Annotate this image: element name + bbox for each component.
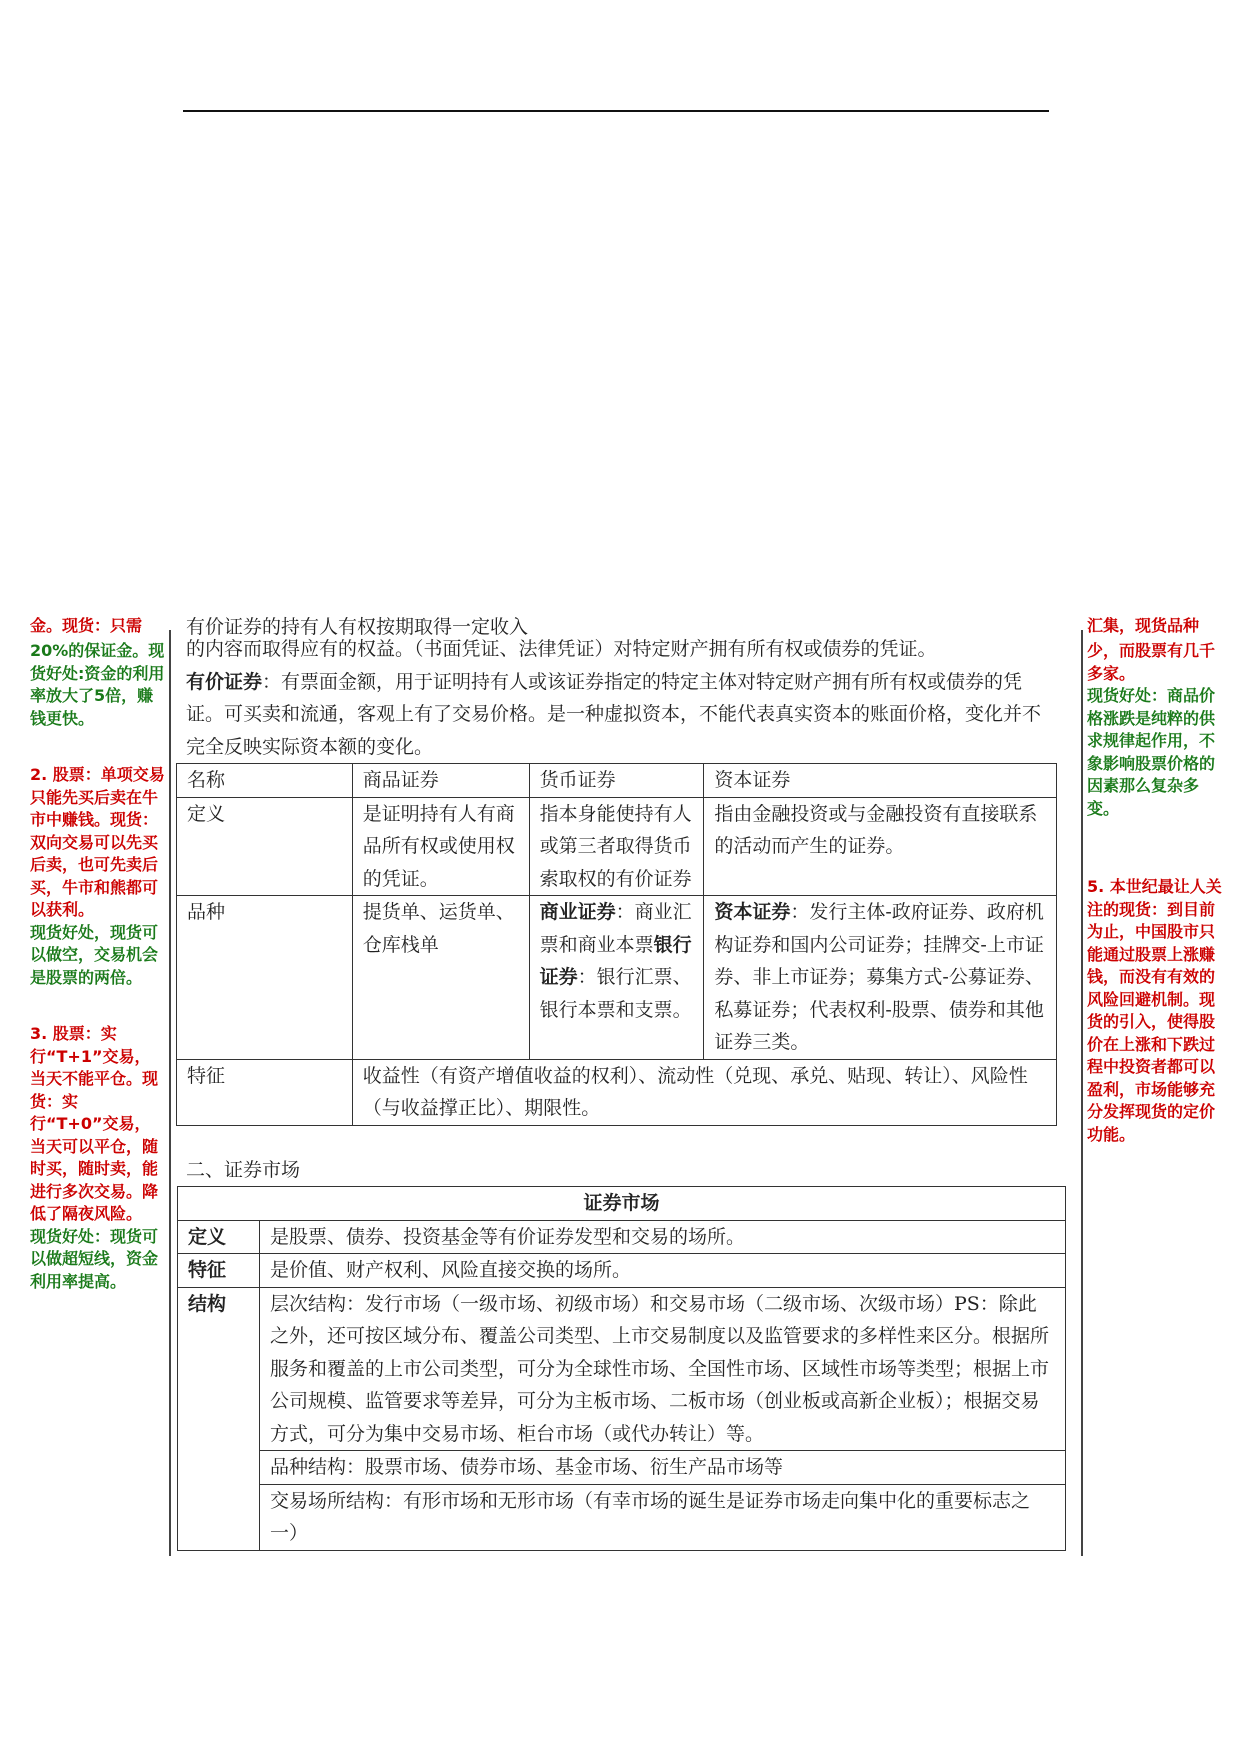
table-row-definition [178, 1220, 1066, 1254]
body-clipped-line: 有价证券的持有人有权按期取得一定收入 [186, 616, 529, 638]
table-cell: 指本身能使持有人或第三者取得货币索取权的有价证券 [529, 797, 704, 896]
header-cell: 资本证券 [704, 764, 1057, 798]
left-margin-line [169, 630, 171, 1556]
securities-market-table [177, 1186, 1066, 1551]
left-note-3-benefit: 现货好处：现货可以做超短线，资金利用率提高。 [30, 1226, 159, 1291]
left-note-1: 20%的保证金。现货好处:资金的利用率放大了5倍，赚钱更快。 [30, 641, 165, 728]
right-note-4-benefit: 现货好处：商品价格涨跌是纯粹的供求规律起作用，不象影响股票价格的因素那么复杂多变。 [1087, 686, 1216, 818]
right-note-clipped: 汇集，现货品种 [1087, 616, 1200, 635]
table-cell: 指由金融投资或与金融投资有直接联系的活动而产生的证券。 [704, 797, 1057, 896]
right-note-4: 少，而股票有几千多家。 [1087, 641, 1216, 683]
table-cell: 收益性（有资产增值收益的权利）、流动性（兑现、承兑、贴现、转让）、风险性（与收益撑正比）、期限性。 [352, 1059, 1056, 1125]
header-cell: 名称 [177, 764, 353, 798]
table-header-row [177, 764, 1057, 798]
paragraph-2: 有价证券：有票面金额，用于证明持有人或该证券指定的特定主体对特定财产拥有所有权或债券的凭证。可买卖和流通，客观上有了交易价格。是一种虚拟资本，不能代表真实资本的账面价格，变化并不完全反映实际资本额的变化。 [186, 670, 1042, 758]
row-label: 特征 [177, 1059, 353, 1125]
table-row-structure-3 [178, 1484, 1066, 1550]
table-row-definition [177, 797, 1057, 896]
table-cell: 品种结构：股票市场、债券市场、基金市场、衍生产品市场等 [259, 1451, 1065, 1485]
table-row-feature [177, 1059, 1057, 1125]
row-label: 定义 [178, 1220, 260, 1254]
table-cell: 是股票、债券、投资基金等有价证券发型和交易的场所。 [259, 1220, 1065, 1254]
row-label: 特征 [178, 1254, 260, 1288]
table-title: 证券市场 [178, 1187, 1066, 1221]
table-row-structure-2 [178, 1451, 1066, 1485]
section-title: 二、证券市场 [186, 1159, 301, 1181]
term-securities: 有价证券 [186, 670, 263, 693]
left-note-2-benefit: 现货好处，现货可以做空，交易机会是股票的两倍。 [30, 922, 159, 987]
header-rule [183, 110, 1049, 112]
table-cell: 交易场所结构：有形市场和无形市场（有幸市场的诞生是证券市场走向集中化的重要标志之一） [259, 1484, 1065, 1550]
table-cell: 是证明持有人有商品所有权或使用权的凭证。 [352, 797, 529, 896]
table-cell: 商业证券：商业汇票和商业本票银行证券：银行汇票、银行本票和支票。 [529, 896, 704, 1060]
left-note-2: 2. 股票：单项交易只能先买后卖在牛市中赚钱。现货：双向交易可以先买后卖，也可先卖后买，牛市和熊都可以获利。 [30, 765, 165, 919]
table-title-row [178, 1187, 1066, 1221]
row-label: 品种 [177, 896, 353, 1060]
right-note-5: 5. 本世纪最让人关注的现货：到目前为止，中国股市只能通过股票上涨赚钱，而没有有效的风险回避机制。现货的引入，使得股价在上涨和下跌过程中投资者都可以盈利，市场能够充分发挥现货的定价功能。 [1087, 877, 1222, 1144]
row-label: 定义 [177, 797, 353, 896]
table-cell: 层次结构：发行市场（一级市场、初级市场）和交易市场（二级市场、次级市场）PS：除此之外，还可按区域分布、覆盖公司类型、上市交易制度以及监管要求的多样性来区分。根据所服务和覆盖的上市公司类型，可分为全球性市场、全国性市场、区域性市场等类型；根据上市公司规模、监管要求等差异，可分为主板市场、二板市场（创业板或高新企业板）；根据交易方式，可分为集中交易市场、柜台市场（或代办转让）等。 [259, 1287, 1065, 1451]
table-cell: 提货单、运货单、仓库栈单 [352, 896, 529, 1060]
table-row-kind [177, 896, 1057, 1060]
left-notes [30, 640, 165, 1293]
securities-type-table [176, 763, 1057, 1126]
right-margin-line [1081, 630, 1083, 1556]
table-row-structure [178, 1287, 1066, 1451]
paragraph-1: 的内容而取得应有的权益。（书面凭证、法律凭证）对特定财产拥有所有权或债券的凭证。 [186, 638, 937, 660]
header-cell: 商品证券 [352, 764, 529, 798]
table-row-feature [178, 1254, 1066, 1288]
body-text [186, 633, 1056, 763]
table-cell: 是价值、财产权利、风险直接交换的场所。 [259, 1254, 1065, 1288]
row-label: 结构 [178, 1287, 260, 1550]
left-note-3: 3. 股票：实行“T+1”交易，当天不能平仓。现货：实行“T+0”交易，当天可以平仓，随时买，随时卖，能进行多次交易。降低了隔夜风险。 [30, 1024, 159, 1223]
table-cell: 资本证券：发行主体-政府证券、政府机构证券和国内公司证券；挂牌交-上市证券、非上市证券；募集方式-公募证券、私募证券；代表权利-股票、债券和其他证券三类。 [704, 896, 1057, 1060]
right-notes [1087, 640, 1222, 1146]
header-cell: 货币证券 [529, 764, 704, 798]
left-note-clipped: 金。现货：只需 [30, 616, 143, 635]
